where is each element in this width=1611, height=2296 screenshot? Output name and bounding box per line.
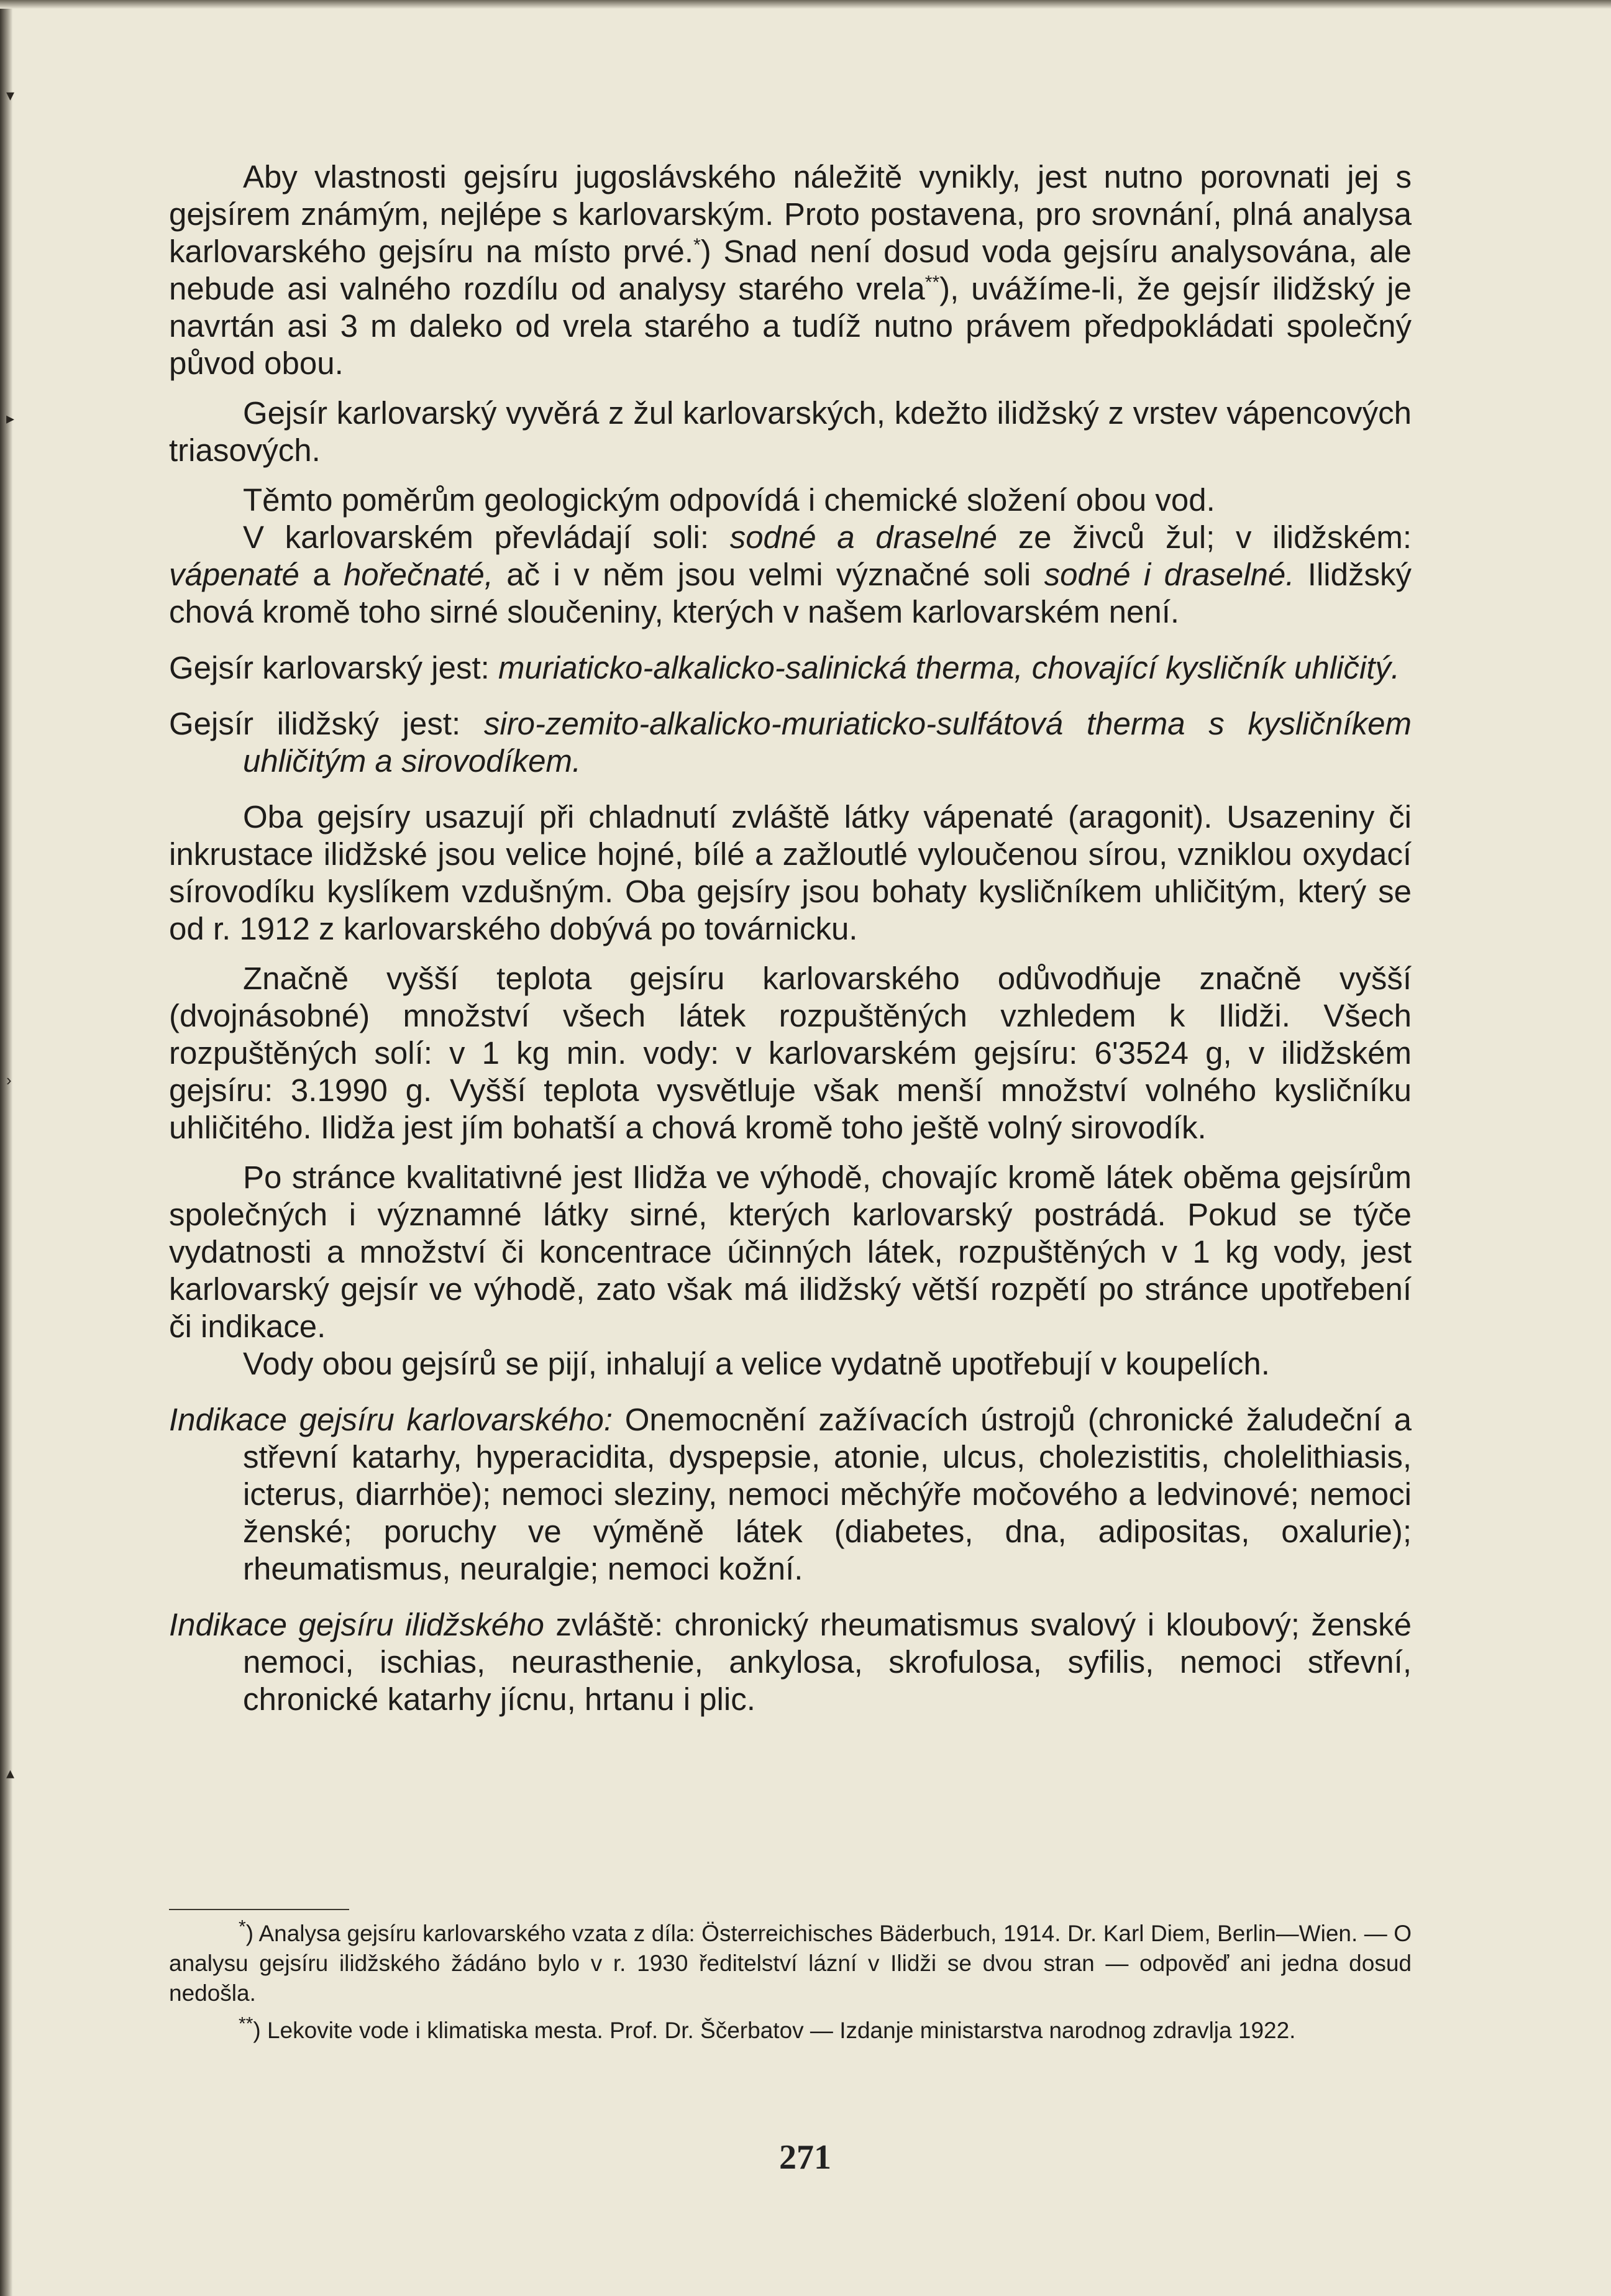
footnote-mark: * bbox=[239, 1916, 246, 1937]
text-run: ač i v něm jsou velmi význačné soli bbox=[493, 557, 1044, 592]
footnote-mark: ** bbox=[239, 2013, 253, 2034]
paragraph bbox=[169, 158, 1412, 382]
italic-run: vápenaté bbox=[169, 557, 299, 592]
paragraph: Těmto poměrům geologickým odpovídá i chemické složení obou vod. bbox=[243, 482, 1215, 518]
paragraph: Gejsír karlovarský vyvěrá z žul karlovarských, kdežto ilidžský z vrstev vápencových triasových. bbox=[169, 395, 1412, 468]
paragraph bbox=[169, 519, 1412, 631]
margin-mark: ▸ bbox=[6, 409, 15, 428]
book-spine-shadow bbox=[0, 0, 15, 2296]
italic-run: Indikace gejsíru ilidžského bbox=[169, 1607, 544, 1642]
paragraph bbox=[169, 705, 1412, 780]
text-run: Aby vlastnosti gejsíru jugoslávského náležitě vynikly, jest nutno porovnati jej s gejsírem známým, nejlépe s karlovarským. Proto postavena, pro srovnání, plná analysa karlovarského gejsíru na místo prvé. bbox=[169, 159, 1412, 269]
text-run: Gejsír ilidžský jest: bbox=[169, 706, 484, 741]
footnote-text: ) Lekovite vode i klimatiska mesta. Prof. Dr. Ščerbatov — Izdanje ministarstva narodnog zdravlja 1922. bbox=[253, 2018, 1296, 2043]
text-run: ze živců žul; v ilidžském: bbox=[997, 519, 1412, 555]
text-run: a bbox=[299, 557, 344, 592]
text-run: Ilidžský chová kromě toho sirné sloučeniny, kterých v našem karlovarském není. bbox=[169, 557, 1412, 629]
margin-mark: ▴ bbox=[6, 1763, 15, 1782]
italic-run: sodné i draselné. bbox=[1044, 557, 1295, 592]
paragraph: Po stránce kvalitativné jest Ilidža ve výhodě, chovajíc kromě látek oběma gejsírům společných i významné látky sirné, kterých karlovarský postrádá. Pokud se týče vydatnosti a množství či koncentrace účinných látek, rozpuštěných v 1 kg vody, jest karlovarský gejsír ve výhodě, zato však má ilidžský větší rozpětí po stránce upotřebení či indikace. bbox=[169, 1159, 1412, 1344]
text-run: V karlovarském převládají soli: bbox=[243, 519, 730, 555]
footnote-ref: * bbox=[693, 235, 701, 255]
page-top-edge bbox=[0, 0, 1611, 9]
paragraph: Vody obou gejsírů se pijí, inhalují a velice vydatně upotřebují v koupelích. bbox=[243, 1346, 1270, 1381]
paragraph bbox=[169, 1606, 1412, 1718]
paragraph: Oba gejsíry usazují při chladnutí zvláště látky vápenaté (aragonit). Usazeniny či inkrustace ilidžské jsou velice hojné, bílé a zažloutlé vyloučenou sírou, vzniklou oxydací sírovodíku kyslíkem vzdušným. Oba gejsíry jsou bohaty kysličníkem uhličitým, který se od r. 1912 z karlovarského dobývá po továrnicku. bbox=[169, 799, 1412, 946]
italic-run: sodné a draselné bbox=[729, 519, 997, 555]
text-run: Onemocnění zažívacích ústrojů (chronické žaludeční a střevní katarhy, hyperacidita, dyspepsie, atonie, ulcus, cholezistitis, cholelithiasis, icterus, diarrhöe); nemoci sleziny, nemoci měchýře močového a ledvinové; nemoci ženské; poruchy ve výměně látek (diabetes, dna, adipositas, oxalurie); rheumatismus, neuralgie; nemoci kožní. bbox=[243, 1402, 1412, 1586]
text-run: ) Snad není dosud voda gejsíru analysována, ale nebude asi valného rozdílu od analysy starého vrela bbox=[169, 234, 1412, 306]
footnotes bbox=[169, 1916, 1412, 2046]
italic-run: hořečnaté, bbox=[343, 557, 493, 592]
italic-run: siro-zemito-alkalicko-muriaticko-sulfátová therma s kysličníkem uhličitým a sirovodíkem. bbox=[243, 706, 1412, 779]
footnote-rule bbox=[169, 1909, 349, 1910]
italic-run: Indikace gejsíru karlovarského: bbox=[169, 1402, 613, 1437]
footnote-text: ) Analysa gejsíru karlovarského vzata z díla: Österreichisches Bäderbuch, 1914. Dr. Karl Diem, Berlin—Wien. — O analysu gejsíru ilidžského žádáno bylo v r. 1930 ředitelství lázní v Ilidži se dvou stran — odpověď ani jedna dosud nedošla. bbox=[169, 1921, 1412, 2006]
paragraph bbox=[169, 649, 1412, 687]
margin-mark: › bbox=[6, 1071, 12, 1089]
footnote bbox=[169, 2013, 1412, 2046]
paragraph bbox=[169, 1401, 1412, 1588]
paragraph: Značně vyšší teplota gejsíru karlovarského odůvodňuje značně vyšší (dvojnásobné) množství všech látek rozpuštěných vzhledem k Ilidži. Všech rozpuštěných solí: v 1 kg min. vody: v karlovarském gejsíru: 6'3524 g, v ilidžském gejsíru: 3.1990 g. Vyšší teplota vysvětluje však menší množství volného kysličníku uhličitého. Ilidža jest jím bohatší a chová kromě toho ještě volný sirovodík. bbox=[169, 961, 1412, 1145]
text-run: Gejsír karlovarský jest: bbox=[169, 650, 498, 685]
text-run: ), uvážíme-li, že gejsír ilidžský je navrtán asi 3 m daleko od vrela starého a tudíž nutno právem předpokládati společný původ obou. bbox=[169, 271, 1412, 381]
body-text bbox=[169, 158, 1412, 1718]
footnote-ref: ** bbox=[924, 272, 940, 293]
italic-run: muriaticko-alkalicko-salinická therma, chovající kysličník uhličitý. bbox=[498, 650, 1400, 685]
page-number: 271 bbox=[779, 2138, 831, 2177]
margin-mark: ▾ bbox=[6, 86, 15, 104]
text-run: zvláště: chronický rheumatismus svalový i kloubový; ženské nemoci, ischias, neurasthenie, ankylosa, skrofulosa, syfilis, nemoci střevní, chronické katarhy jícnu, hrtanu i plic. bbox=[243, 1607, 1412, 1717]
footnote bbox=[169, 1916, 1412, 2008]
